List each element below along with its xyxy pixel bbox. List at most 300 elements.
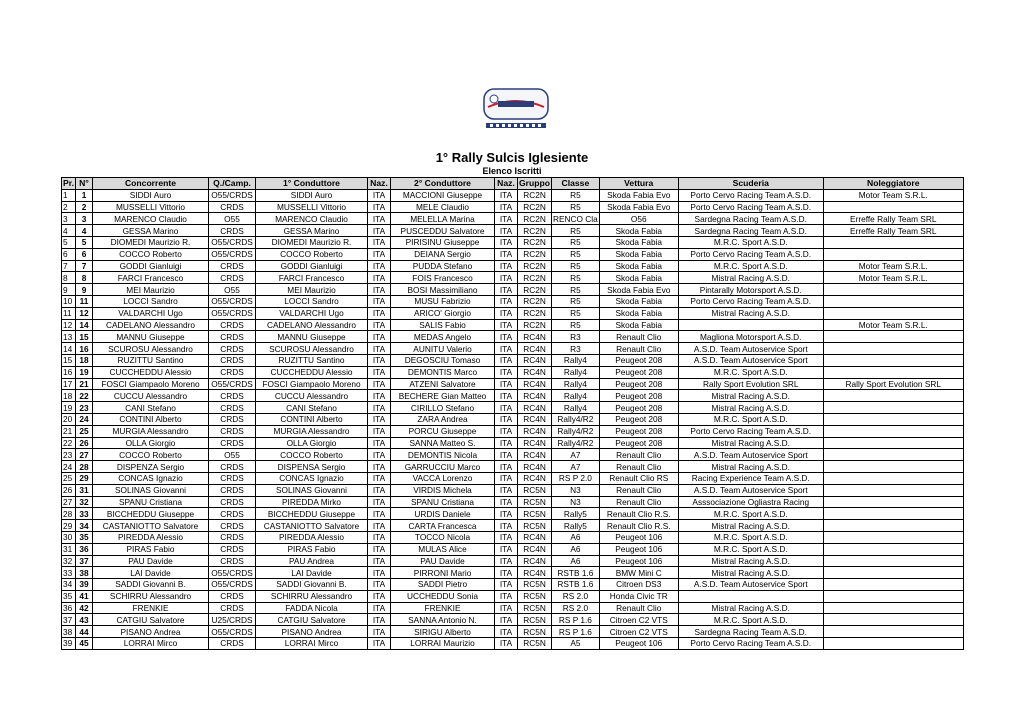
table-cell-col-concorrente: CANI Stefano [93, 402, 209, 414]
table-cell-col-secondo-conduttore: LORRAI Maurizio [391, 638, 495, 650]
table-cell-col-number: 44 [76, 626, 93, 638]
table-cell-col-number: 37 [76, 555, 93, 567]
table-cell-col-classe: RSTB 1.6 [552, 579, 600, 591]
table-cell-col-classe: Rally4 [552, 366, 600, 378]
table-cell-col-classe: Rally5 [552, 520, 600, 532]
table-cell-col-primo-conduttore: GESSA Marino [256, 225, 368, 237]
table-cell-col-scuderia: M.R.C. Sport A.S.D. [678, 366, 823, 378]
table-cell-col-pr: 33 [62, 567, 76, 579]
table-cell-col-concorrente: GESSA Marino [93, 225, 209, 237]
table-cell-col-number: 43 [76, 614, 93, 626]
table-cell-col-noleggiatore [823, 520, 963, 532]
table-cell-col-pr: 18 [62, 390, 76, 402]
table-cell-col-naz-2: ITA [495, 189, 518, 201]
table-cell-col-naz-1: ITA [368, 508, 391, 520]
table-cell-col-noleggiatore: Motor Team S.R.L. [823, 260, 963, 272]
table-cell-col-pr: 39 [62, 638, 76, 650]
table-cell-col-noleggiatore: Motor Team S.R.L. [823, 189, 963, 201]
table-cell-col-secondo-conduttore: SALIS Fabio [391, 319, 495, 331]
table-cell-col-scuderia: Sardegna Racing Team A.S.D. [678, 213, 823, 225]
table-cell-col-noleggiatore [823, 425, 963, 437]
table-cell-col-noleggiatore: Erreffe Rally Team SRL [823, 225, 963, 237]
table-cell-col-noleggiatore [823, 331, 963, 343]
table-cell-col-concorrente: MANNU Giuseppe [93, 331, 209, 343]
table-row [62, 354, 964, 366]
table-cell-col-concorrente: VALDARCHI Ugo [93, 307, 209, 319]
table-cell-col-noleggiatore [823, 472, 963, 484]
table-cell-col-gruppo: RC2N [518, 225, 552, 237]
table-cell-col-number: 22 [76, 390, 93, 402]
table-cell-col-pr: 28 [62, 508, 76, 520]
table-cell-col-concorrente: PAU Davide [93, 555, 209, 567]
table-cell-col-scuderia: Mistral Racing A.S.D. [678, 307, 823, 319]
table-cell-col-gruppo: RC4N [518, 366, 552, 378]
table-cell-col-primo-conduttore: MUSSELLI Vittorio [256, 201, 368, 213]
table-cell-col-pr: 37 [62, 614, 76, 626]
table-row [62, 390, 964, 402]
table-cell-col-primo-conduttore: CASTANIOTTO Salvatore [256, 520, 368, 532]
table-cell-col-secondo-conduttore: MELE Claudio [391, 201, 495, 213]
table-cell-col-qualifica: CRDS [209, 201, 256, 213]
table-cell-col-primo-conduttore: MEI Maurizio [256, 284, 368, 296]
table-cell-col-qualifica: CRDS [209, 390, 256, 402]
table-cell-col-classe: Rally4 [552, 378, 600, 390]
header-col-secondo-conduttore: 2° Conduttore [391, 178, 495, 190]
table-cell-col-naz-2: ITA [495, 543, 518, 555]
table-cell-col-pr: 29 [62, 520, 76, 532]
table-cell-col-concorrente: SOLINAS Giovanni [93, 484, 209, 496]
table-cell-col-number: 31 [76, 484, 93, 496]
table-cell-col-gruppo: RC4N [518, 331, 552, 343]
table-cell-col-naz-1: ITA [368, 437, 391, 449]
table-cell-col-secondo-conduttore: DEMONTIS Marco [391, 366, 495, 378]
table-cell-col-scuderia: Pintarally Motorsport A.S.D. [678, 284, 823, 296]
table-cell-col-concorrente: MUSSELLI Vittorio [93, 201, 209, 213]
table-cell-col-concorrente: CASTANIOTTO Salvatore [93, 520, 209, 532]
table-cell-col-concorrente: OLLA Giorgio [93, 437, 209, 449]
table-cell-col-gruppo: RC2N [518, 284, 552, 296]
table-cell-col-gruppo: RC4N [518, 449, 552, 461]
table-cell-col-qualifica: CRDS [209, 508, 256, 520]
table-cell-col-number: 29 [76, 472, 93, 484]
table-cell-col-secondo-conduttore: BOSI Massimiliano [391, 284, 495, 296]
table-cell-col-secondo-conduttore: FOIS Francesco [391, 272, 495, 284]
table-cell-col-qualifica: O55/CRDS [209, 378, 256, 390]
table-cell-col-qualifica: CRDS [209, 366, 256, 378]
page-subtitle: Elenco Iscritti [482, 166, 542, 176]
table-cell-col-scuderia: A.S.D. Team Autoservice Sport [678, 343, 823, 355]
table-cell-col-concorrente: SIDDI Auro [93, 189, 209, 201]
table-cell-col-noleggiatore [823, 484, 963, 496]
table-cell-col-naz-2: ITA [495, 461, 518, 473]
table-cell-col-vettura: Renault Clio [599, 331, 678, 343]
table-cell-col-primo-conduttore: CATGIU Salvatore [256, 614, 368, 626]
table-row [62, 437, 964, 449]
table-cell-col-naz-1: ITA [368, 225, 391, 237]
table-cell-col-naz-2: ITA [495, 390, 518, 402]
table-cell-col-noleggiatore [823, 626, 963, 638]
table-cell-col-naz-1: ITA [368, 449, 391, 461]
table-cell-col-secondo-conduttore: MEDAS Angelo [391, 331, 495, 343]
table-cell-col-noleggiatore: Motor Team S.R.L. [823, 319, 963, 331]
table-cell-col-vettura: Renault Clio [599, 496, 678, 508]
table-cell-col-number: 3 [76, 213, 93, 225]
table-cell-col-number: 36 [76, 543, 93, 555]
table-cell-col-pr: 17 [62, 378, 76, 390]
table-cell-col-naz-1: ITA [368, 520, 391, 532]
table-cell-col-gruppo: RC4N [518, 567, 552, 579]
table-cell-col-qualifica: CRDS [209, 260, 256, 272]
table-cell-col-scuderia: A.S.D. Team Autoservice Sport [678, 579, 823, 591]
table-row [62, 626, 964, 638]
table-cell-col-qualifica: CRDS [209, 425, 256, 437]
table-cell-col-gruppo: RC4N [518, 437, 552, 449]
table-cell-col-naz-2: ITA [495, 472, 518, 484]
table-cell-col-pr: 2 [62, 201, 76, 213]
table-cell-col-pr: 24 [62, 461, 76, 473]
table-cell-col-primo-conduttore: VALDARCHI Ugo [256, 307, 368, 319]
table-cell-col-naz-2: ITA [495, 425, 518, 437]
table-cell-col-noleggiatore [823, 461, 963, 473]
table-cell-col-qualifica: CRDS [209, 437, 256, 449]
table-cell-col-primo-conduttore: PIRAS Fabio [256, 543, 368, 555]
table-cell-col-concorrente: SADDI Giovanni B. [93, 579, 209, 591]
table-cell-col-noleggiatore [823, 390, 963, 402]
table-cell-col-primo-conduttore: MARENCO Claudio [256, 213, 368, 225]
table-cell-col-scuderia: Rally Sport Evolution SRL [678, 378, 823, 390]
table-cell-col-number: 18 [76, 354, 93, 366]
table-row [62, 343, 964, 355]
table-cell-col-pr: 11 [62, 307, 76, 319]
table-cell-col-qualifica: CRDS [209, 272, 256, 284]
table-cell-col-qualifica: O55 [209, 449, 256, 461]
table-cell-col-qualifica: CRDS [209, 331, 256, 343]
table-cell-col-qualifica: CRDS [209, 496, 256, 508]
table-cell-col-naz-2: ITA [495, 248, 518, 260]
table-cell-col-naz-2: ITA [495, 272, 518, 284]
table-cell-col-classe: R5 [552, 225, 600, 237]
table-cell-col-concorrente: SCUROSU Alessandro [93, 343, 209, 355]
table-cell-col-classe: A7 [552, 449, 600, 461]
table-cell-col-vettura: BMW Mini C [599, 567, 678, 579]
table-cell-col-naz-1: ITA [368, 602, 391, 614]
table-cell-col-scuderia: Mistral Racing A.S.D. [678, 567, 823, 579]
table-cell-col-concorrente: COCCO Roberto [93, 449, 209, 461]
table-cell-col-classe: A7 [552, 461, 600, 473]
table-cell-col-noleggiatore [823, 284, 963, 296]
table-cell-col-qualifica: CRDS [209, 531, 256, 543]
table-cell-col-number: 14 [76, 319, 93, 331]
table-cell-col-naz-1: ITA [368, 331, 391, 343]
table-cell-col-naz-2: ITA [495, 284, 518, 296]
table-cell-col-gruppo: RC4N [518, 555, 552, 567]
table-cell-col-scuderia: Mistral Racing A.S.D. [678, 272, 823, 284]
table-cell-col-noleggiatore [823, 449, 963, 461]
table-cell-col-naz-1: ITA [368, 378, 391, 390]
table-cell-col-secondo-conduttore: SPANU Cristiana [391, 496, 495, 508]
table-cell-col-number: 24 [76, 413, 93, 425]
table-cell-col-gruppo: RC4N [518, 461, 552, 473]
table-cell-col-gruppo: RC5N [518, 496, 552, 508]
table-cell-col-concorrente: CUCCU Alessandro [93, 390, 209, 402]
table-cell-col-vettura: Peugeot 106 [599, 531, 678, 543]
table-cell-col-scuderia: M.R.C. Sport A.S.D. [678, 614, 823, 626]
table-cell-col-vettura: Renault Clio R.S. [599, 508, 678, 520]
table-cell-col-primo-conduttore: FADDA Nicola [256, 602, 368, 614]
table-cell-col-vettura: Skoda Fabia [599, 307, 678, 319]
table-cell-col-naz-2: ITA [495, 638, 518, 650]
table-cell-col-scuderia: Porto Cervo Racing Team A.S.D. [678, 201, 823, 213]
table-cell-col-noleggiatore [823, 496, 963, 508]
table-cell-col-vettura: Renault Clio [599, 461, 678, 473]
table-cell-col-noleggiatore [823, 295, 963, 307]
table-cell-col-vettura: Peugeot 208 [599, 378, 678, 390]
table-cell-col-gruppo: RC4N [518, 425, 552, 437]
entry-list-table [61, 177, 964, 650]
table-cell-col-qualifica: U25/CRDS [209, 614, 256, 626]
table-cell-col-qualifica: CRDS [209, 472, 256, 484]
table-cell-col-qualifica: CRDS [209, 590, 256, 602]
table-cell-col-naz-2: ITA [495, 295, 518, 307]
header-col-noleggiatore: Noleggiatore [823, 178, 963, 190]
table-row [62, 413, 964, 425]
header-col-number: N° [76, 178, 93, 190]
table-cell-col-secondo-conduttore: URDIS Daniele [391, 508, 495, 520]
table-cell-col-naz-1: ITA [368, 236, 391, 248]
table-cell-col-vettura: Skoda Fabia [599, 295, 678, 307]
table-cell-col-vettura: Peugeot 106 [599, 638, 678, 650]
table-cell-col-naz-1: ITA [368, 484, 391, 496]
table-cell-col-pr: 6 [62, 248, 76, 260]
table-cell-col-vettura: Honda Civic TR [599, 590, 678, 602]
table-cell-col-qualifica: O55/CRDS [209, 236, 256, 248]
table-cell-col-scuderia: A.S.D. Team Autoservice Sport [678, 484, 823, 496]
table-row [62, 366, 964, 378]
table-cell-col-gruppo: RC4N [518, 378, 552, 390]
table-cell-col-classe: Rally5 [552, 508, 600, 520]
table-row [62, 248, 964, 260]
table-cell-col-gruppo: RC2N [518, 272, 552, 284]
table-cell-col-pr: 13 [62, 331, 76, 343]
table-cell-col-noleggiatore: Erreffe Rally Team SRL [823, 213, 963, 225]
table-cell-col-scuderia: Magliona Motorsport A.S.D. [678, 331, 823, 343]
table-cell-col-vettura: Peugeot 208 [599, 425, 678, 437]
table-row [62, 555, 964, 567]
table-cell-col-secondo-conduttore: MUSU Fabrizio [391, 295, 495, 307]
table-cell-col-gruppo: RC5N [518, 579, 552, 591]
table-cell-col-primo-conduttore: DISPENSA Sergio [256, 461, 368, 473]
table-cell-col-number: 28 [76, 461, 93, 473]
table-cell-col-pr: 3 [62, 213, 76, 225]
table-cell-col-number: 6 [76, 248, 93, 260]
table-cell-col-pr: 35 [62, 590, 76, 602]
table-cell-col-pr: 7 [62, 260, 76, 272]
table-cell-col-vettura: Peugeot 208 [599, 366, 678, 378]
table-cell-col-vettura: O56 [599, 213, 678, 225]
table-cell-col-naz-2: ITA [495, 496, 518, 508]
table-cell-col-classe: R3 [552, 331, 600, 343]
table-cell-col-naz-1: ITA [368, 295, 391, 307]
table-cell-col-naz-2: ITA [495, 378, 518, 390]
table-cell-col-scuderia [678, 590, 823, 602]
table-cell-col-naz-2: ITA [495, 402, 518, 414]
table-cell-col-number: 39 [76, 579, 93, 591]
table-cell-col-classe: Rally4/R2 [552, 425, 600, 437]
table-cell-col-naz-2: ITA [495, 531, 518, 543]
table-cell-col-classe: R5 [552, 189, 600, 201]
table-row [62, 189, 964, 201]
table-cell-col-pr: 4 [62, 225, 76, 237]
table-cell-col-naz-1: ITA [368, 189, 391, 201]
table-cell-col-vettura: Skoda Fabia Evo [599, 284, 678, 296]
table-cell-col-concorrente: CONTINI Alberto [93, 413, 209, 425]
table-cell-col-classe: A6 [552, 543, 600, 555]
table-cell-col-vettura: Skoda Fabia [599, 272, 678, 284]
page-title: 1° Rally Sulcis Iglesiente [435, 150, 589, 165]
table-cell-col-scuderia: Porto Cervo Racing Team A.S.D. [678, 638, 823, 650]
table-cell-col-primo-conduttore: SADDI Giovanni B. [256, 579, 368, 591]
table-cell-col-vettura: Renault Clio [599, 343, 678, 355]
table-cell-col-pr: 20 [62, 413, 76, 425]
table-cell-col-secondo-conduttore: CIRILLO Stefano [391, 402, 495, 414]
header-col-scuderia: Scuderia [678, 178, 823, 190]
table-cell-col-scuderia: Mistral Racing A.S.D. [678, 437, 823, 449]
table-cell-col-classe: R5 [552, 248, 600, 260]
table-cell-col-vettura: Renault Clio [599, 602, 678, 614]
table-cell-col-naz-1: ITA [368, 354, 391, 366]
table-cell-col-vettura: Peugeot 208 [599, 437, 678, 449]
table-cell-col-secondo-conduttore: GARRUCCIU Marco [391, 461, 495, 473]
table-cell-col-secondo-conduttore: PUDDA Stefano [391, 260, 495, 272]
table-cell-col-concorrente: BICCHEDDU Giuseppe [93, 508, 209, 520]
table-cell-col-naz-2: ITA [495, 614, 518, 626]
table-cell-col-gruppo: RC4N [518, 402, 552, 414]
table-cell-col-naz-1: ITA [368, 402, 391, 414]
table-cell-col-vettura: Skoda Fabia [599, 248, 678, 260]
table-cell-col-naz-1: ITA [368, 201, 391, 213]
table-cell-col-naz-1: ITA [368, 590, 391, 602]
table-cell-col-scuderia: Sardegna Racing Team A.S.D. [678, 626, 823, 638]
table-cell-col-naz-1: ITA [368, 319, 391, 331]
table-cell-col-secondo-conduttore: SADDI Pietro [391, 579, 495, 591]
table-cell-col-gruppo: RC4N [518, 390, 552, 402]
table-cell-col-gruppo: RC4N [518, 531, 552, 543]
table-cell-col-number: 33 [76, 508, 93, 520]
table-cell-col-secondo-conduttore: ZARA Andrea [391, 413, 495, 425]
table-cell-col-classe: A6 [552, 555, 600, 567]
table-cell-col-classe: Rally4/R2 [552, 413, 600, 425]
table-cell-col-concorrente: RUZITTU Santino [93, 354, 209, 366]
table-cell-col-noleggiatore [823, 236, 963, 248]
table-cell-col-secondo-conduttore: VACCA Lorenzo [391, 472, 495, 484]
table-cell-col-secondo-conduttore: ATZENI Salvatore [391, 378, 495, 390]
table-row [62, 638, 964, 650]
table-cell-col-scuderia: Asssociazione Ogliastra Racing [678, 496, 823, 508]
table-cell-col-gruppo: RC5N [518, 626, 552, 638]
table-cell-col-primo-conduttore: FOSCI Giampaolo Moreno [256, 378, 368, 390]
table-row [62, 531, 964, 543]
table-row [62, 213, 964, 225]
table-cell-col-vettura: Renault Clio [599, 484, 678, 496]
table-cell-col-classe: N3 [552, 484, 600, 496]
table-cell-col-classe: RS P 2.0 [552, 472, 600, 484]
table-cell-col-concorrente: COCCO Roberto [93, 248, 209, 260]
table-cell-col-naz-2: ITA [495, 555, 518, 567]
table-cell-col-gruppo: RC5N [518, 602, 552, 614]
table-cell-col-vettura: Peugeot 106 [599, 555, 678, 567]
table-cell-col-gruppo: RC2N [518, 201, 552, 213]
table-cell-col-pr: 8 [62, 272, 76, 284]
table-cell-col-pr: 19 [62, 402, 76, 414]
table-cell-col-secondo-conduttore: DEMONTIS Nicola [391, 449, 495, 461]
table-cell-col-primo-conduttore: BICCHEDDU Giuseppe [256, 508, 368, 520]
table-cell-col-naz-1: ITA [368, 260, 391, 272]
table-cell-col-qualifica: O55/CRDS [209, 626, 256, 638]
table-cell-col-number: 42 [76, 602, 93, 614]
table-cell-col-qualifica: CRDS [209, 638, 256, 650]
table-row [62, 484, 964, 496]
table-cell-col-number: 26 [76, 437, 93, 449]
table-row [62, 260, 964, 272]
table-cell-col-scuderia: M.R.C. Sport A.S.D. [678, 543, 823, 555]
table-cell-col-pr: 26 [62, 484, 76, 496]
table-cell-col-primo-conduttore: CONCAS Ignazio [256, 472, 368, 484]
table-cell-col-gruppo: RC5N [518, 638, 552, 650]
table-cell-col-pr: 9 [62, 284, 76, 296]
table-cell-col-secondo-conduttore: SANNA Matteo S. [391, 437, 495, 449]
table-cell-col-gruppo: RC2N [518, 248, 552, 260]
table-cell-col-qualifica: CRDS [209, 402, 256, 414]
table-cell-col-vettura: Citroen C2 VTS [599, 626, 678, 638]
table-cell-col-concorrente: MARENCO Claudio [93, 213, 209, 225]
table-cell-col-naz-2: ITA [495, 213, 518, 225]
table-cell-col-gruppo: RC2N [518, 319, 552, 331]
table-row [62, 590, 964, 602]
table-row [62, 543, 964, 555]
table-cell-col-classe: R5 [552, 201, 600, 213]
table-cell-col-vettura: Skoda Fabia Evo [599, 201, 678, 213]
table-cell-col-naz-2: ITA [495, 201, 518, 213]
table-cell-col-classe: RSTB 1.6 [552, 567, 600, 579]
table-cell-col-qualifica: CRDS [209, 354, 256, 366]
table-cell-col-noleggiatore [823, 567, 963, 579]
table-cell-col-gruppo: RC2N [518, 260, 552, 272]
table-cell-col-classe: RS 2.0 [552, 602, 600, 614]
table-cell-col-vettura: Peugeot 106 [599, 543, 678, 555]
table-cell-col-scuderia [678, 319, 823, 331]
table-cell-col-naz-1: ITA [368, 366, 391, 378]
table-row [62, 307, 964, 319]
table-cell-col-classe: A5 [552, 638, 600, 650]
table-cell-col-secondo-conduttore: FRENKIE [391, 602, 495, 614]
table-cell-col-classe: R5 [552, 319, 600, 331]
table-cell-col-naz-1: ITA [368, 555, 391, 567]
table-cell-col-secondo-conduttore: SIRIGU Alberto [391, 626, 495, 638]
table-cell-col-primo-conduttore: MURGIA Alessandro [256, 425, 368, 437]
table-cell-col-noleggiatore [823, 354, 963, 366]
table-cell-col-naz-1: ITA [368, 543, 391, 555]
table-cell-col-classe: R5 [552, 284, 600, 296]
table-cell-col-naz-1: ITA [368, 343, 391, 355]
table-cell-col-classe: RS P 1.6 [552, 626, 600, 638]
table-cell-col-qualifica: CRDS [209, 543, 256, 555]
table-cell-col-naz-1: ITA [368, 461, 391, 473]
table-cell-col-number: 4 [76, 225, 93, 237]
table-cell-col-primo-conduttore: PISANO Andrea [256, 626, 368, 638]
table-cell-col-pr: 25 [62, 472, 76, 484]
table-cell-col-number: 2 [76, 201, 93, 213]
table-cell-col-gruppo: RC2N [518, 307, 552, 319]
